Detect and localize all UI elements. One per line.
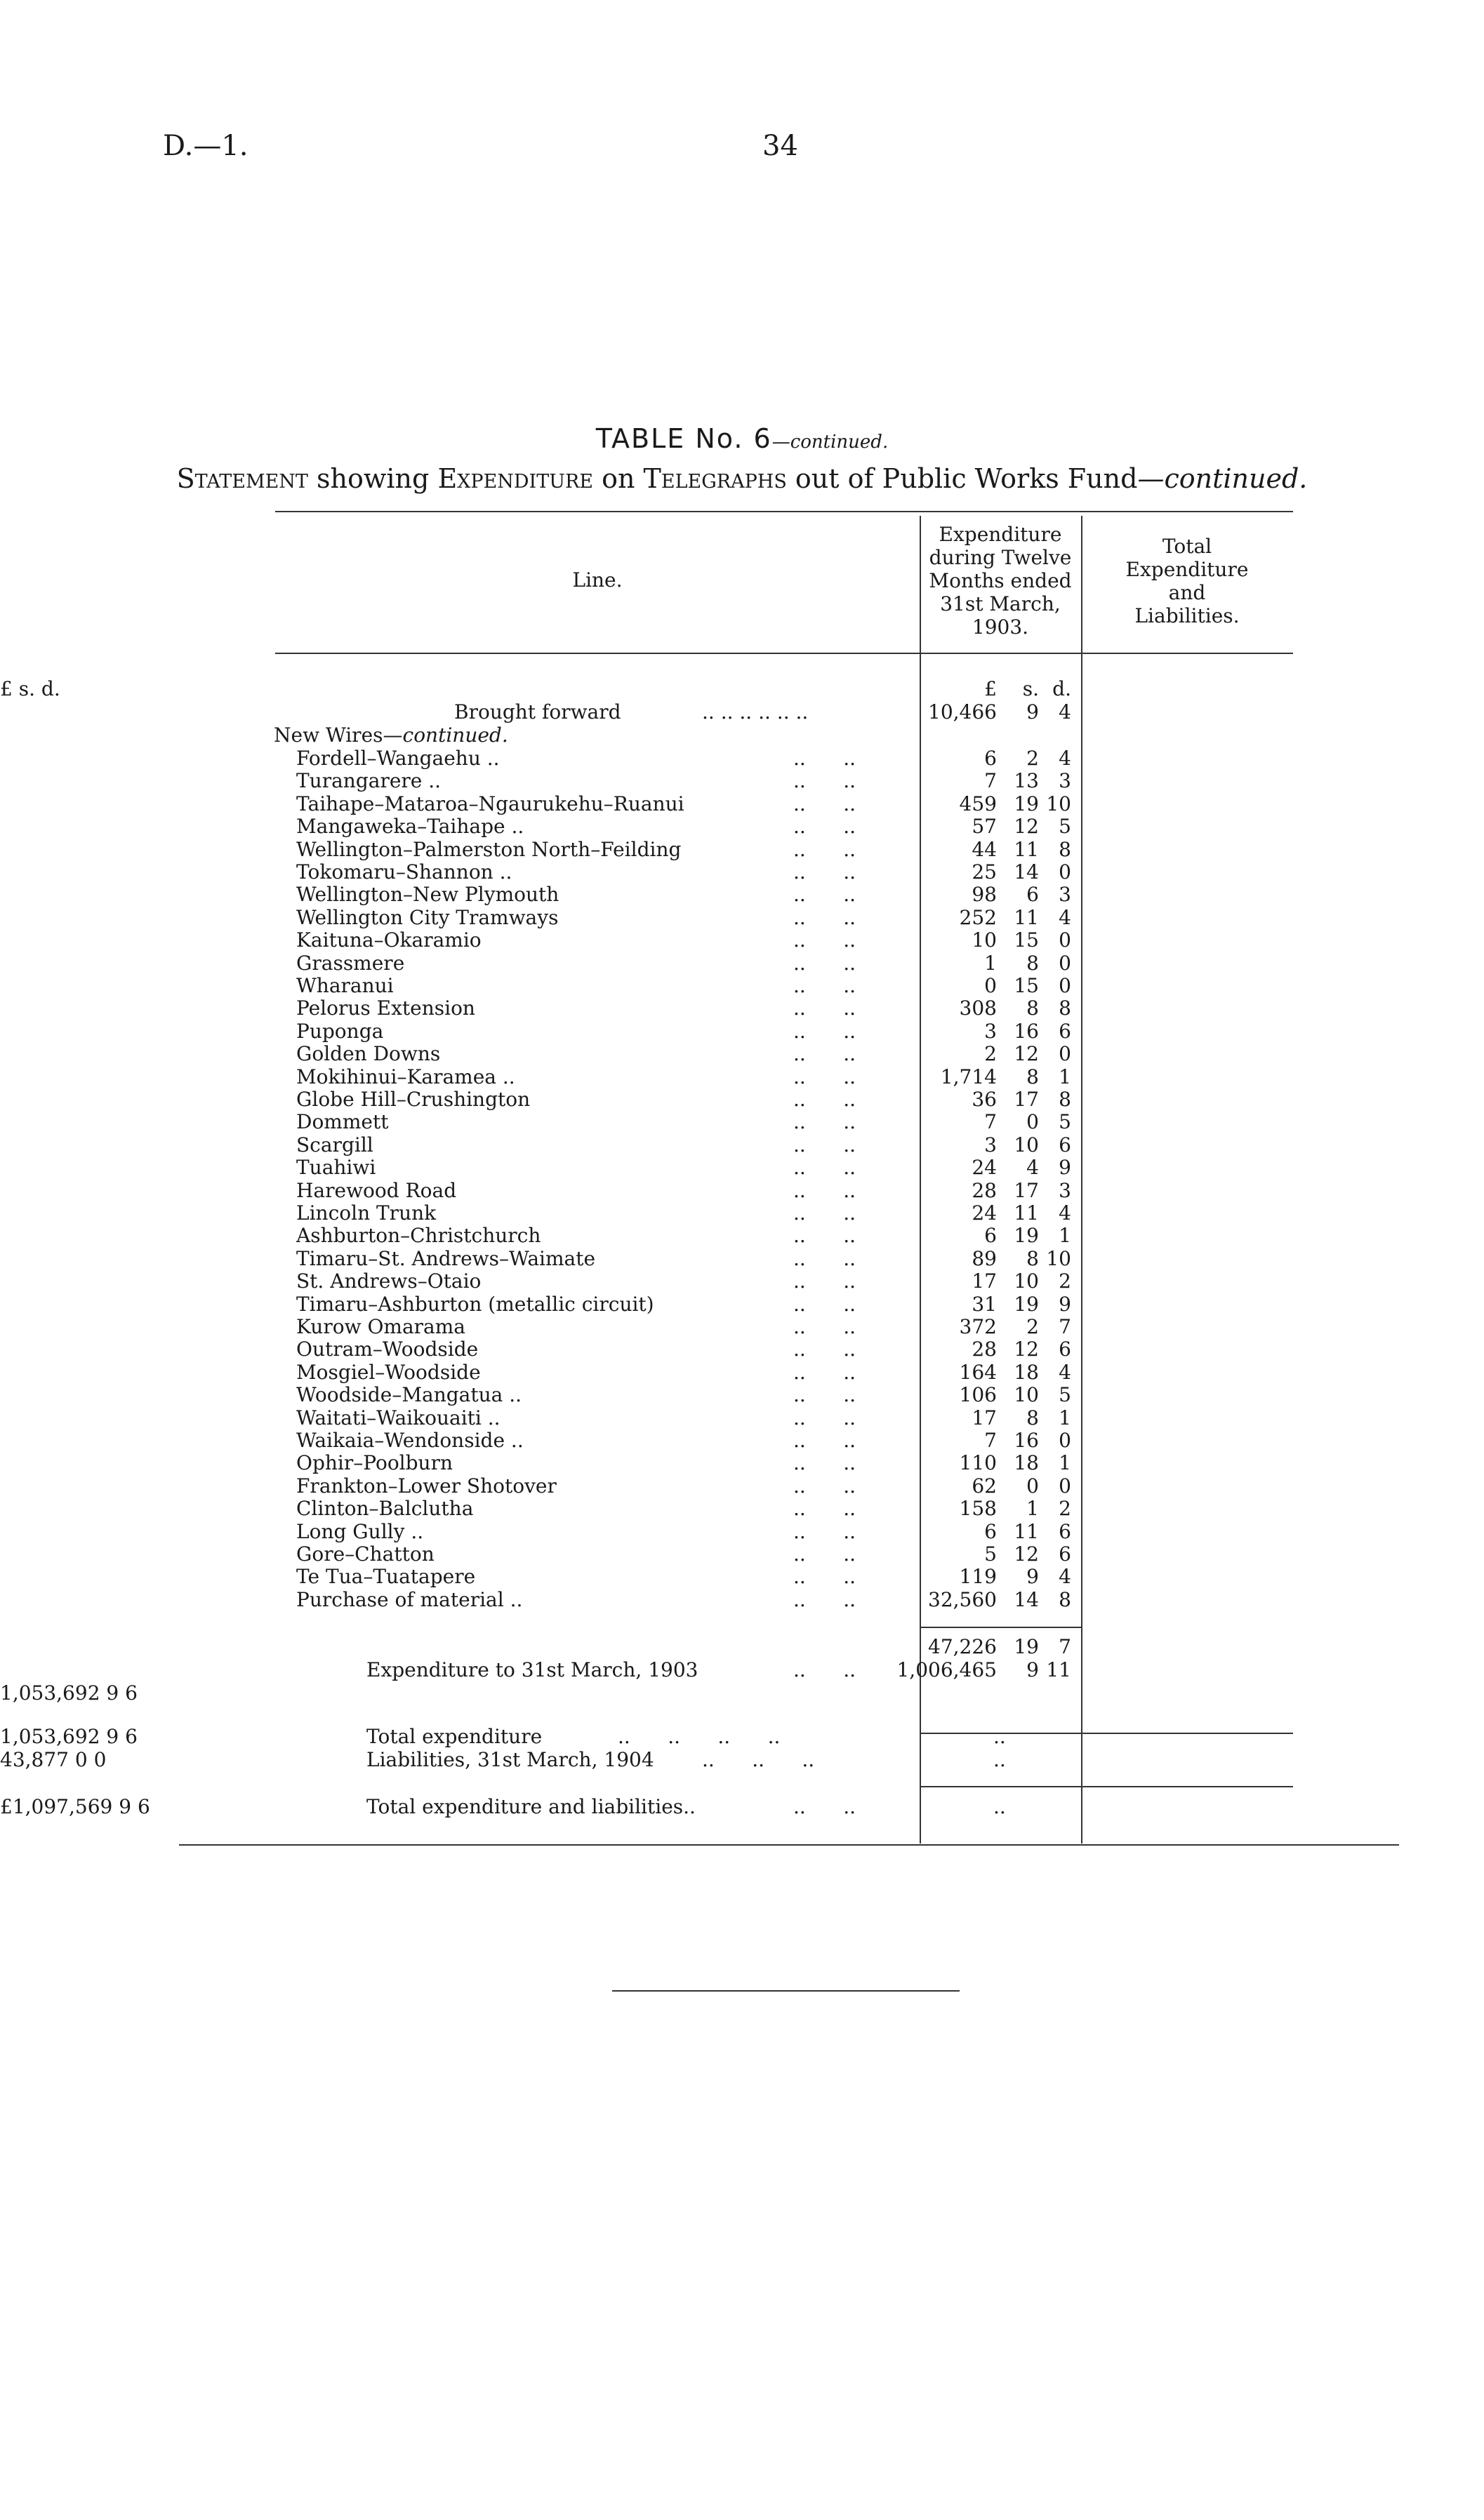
unit-shillings-total: s. (18, 677, 36, 700)
table-row (0, 906, 1484, 929)
dot-leader: .. .. (793, 1178, 856, 1202)
pence: 7 (1059, 1315, 1071, 1338)
pence: 1 (1059, 1224, 1071, 1248)
shillings: 8 (1026, 1065, 1039, 1088)
pounds: 98 (972, 883, 997, 907)
shillings: 17 (1014, 1088, 1039, 1111)
pence: 6 (1059, 1019, 1071, 1043)
dot-leader: .. .. (793, 1315, 856, 1338)
dot-leader: .. .. (793, 1133, 856, 1156)
pounds: 25 (972, 860, 997, 884)
row-label: Golden Downs (296, 1042, 441, 1066)
table-row (0, 1224, 1484, 1247)
shillings: 14 (1014, 1587, 1039, 1611)
dot-leader: .. .. .. .. (618, 1725, 781, 1748)
total-shillings: 0 (74, 1748, 88, 1771)
dot-leader: .. .. .. (702, 1748, 815, 1771)
dot-leader: .. .. (793, 883, 856, 907)
dot-leader: .. .. (793, 860, 856, 884)
shillings: 2 (1026, 1315, 1039, 1338)
shillings: 14 (1014, 860, 1039, 884)
dot-leader: .. .. (793, 1451, 856, 1475)
shillings: 9 (1026, 1565, 1039, 1589)
pence: 3 (1059, 1178, 1071, 1202)
empty-cell: .. (993, 1795, 1006, 1818)
dot-leader: .. .. (793, 1383, 856, 1407)
pence: 1 (1059, 1451, 1071, 1475)
pounds: 24 (972, 1201, 997, 1225)
table-row (0, 769, 1484, 792)
pence: 4 (1059, 700, 1071, 724)
row-label: Scargill (296, 1133, 373, 1156)
pounds: 10,466 (928, 700, 997, 724)
column-header-expenditure: Expenditure during Twelve Months ended 31st March, 1903. (929, 523, 1072, 639)
grand-total-row (0, 1795, 1484, 1818)
shillings: 12 (1014, 1338, 1039, 1361)
header-bottom-rule (275, 653, 1293, 654)
pounds: 6 (984, 747, 997, 770)
pence: 0 (1059, 860, 1071, 884)
table-row (0, 1020, 1484, 1043)
row-label: Woodside–Mangatua .. (296, 1383, 522, 1407)
table-row (0, 1497, 1484, 1520)
shillings: 18 (1014, 1451, 1039, 1475)
pence: 0 (1059, 1429, 1071, 1452)
dot-leader: .. .. (793, 769, 856, 793)
row-label: Fordell–Wangaehu .. (296, 747, 500, 770)
pence: 0 (1059, 1042, 1071, 1066)
shillings: 11 (1014, 1201, 1039, 1225)
row-label: Kurow Omarama (296, 1315, 465, 1338)
row-label: Brought forward (454, 700, 621, 724)
dot-leader: .. .. (793, 1065, 856, 1088)
shillings: 6 (1026, 883, 1039, 907)
table-row (0, 1588, 1484, 1611)
table-row (0, 1293, 1484, 1316)
row-label: Frankton–Lower Shotover (296, 1474, 557, 1498)
pence: 8 (1059, 837, 1071, 861)
row-label: Waikaia–Wendonside .. (296, 1429, 524, 1452)
pence: 10 (1046, 792, 1071, 815)
row-label: Ophir–Poolburn (296, 1451, 453, 1475)
table-row (0, 883, 1484, 906)
shillings: 11 (1014, 905, 1039, 929)
column-header-line: Line. (572, 568, 623, 592)
pence: 0 (1059, 974, 1071, 997)
shillings: 19 (1014, 792, 1039, 815)
table-row (0, 1338, 1484, 1361)
table-title: TABLE No. 6—continued. (595, 423, 889, 454)
total-pence: 6 (137, 1795, 150, 1818)
shillings: 19 (1014, 1292, 1039, 1316)
shillings: 2 (1026, 747, 1039, 770)
table-top-rule (275, 511, 1293, 512)
subtotal-row (0, 1635, 1484, 1658)
row-label: Wellington–New Plymouth (296, 883, 559, 907)
table-row (0, 1315, 1484, 1338)
pounds: 7 (984, 1429, 997, 1452)
pence: 0 (1059, 928, 1071, 952)
shillings: 16 (1014, 1019, 1039, 1043)
pounds: 28 (972, 1178, 997, 1202)
unit-pence-total: d. (41, 677, 60, 700)
row-label: Turangarere .. (296, 769, 442, 793)
dot-leader: .. .. (793, 1542, 856, 1566)
table-row (0, 1042, 1484, 1065)
expenditure-to-row (0, 1658, 1484, 1681)
unit-pence: d. (1052, 677, 1071, 700)
pence: 5 (1059, 815, 1071, 839)
unit-shillings: s. (1022, 677, 1039, 700)
pence: 2 (1059, 1269, 1071, 1293)
row-label: Timaru–Ashburton (metallic circuit) (296, 1292, 654, 1316)
row-label: Gore–Chatton (296, 1542, 435, 1566)
unit-pound: £ (984, 677, 997, 700)
total-pounds: 1,053,692 (0, 1725, 100, 1748)
row-label: Lincoln Trunk (296, 1201, 437, 1225)
end-rule (612, 1990, 960, 1992)
shillings: 11 (1014, 1519, 1039, 1543)
pounds: 31 (972, 1292, 997, 1316)
pounds: 24 (972, 1156, 997, 1180)
shillings: 12 (1014, 1542, 1039, 1566)
dot-leader: .. .. (793, 1338, 856, 1361)
row-label: Outram–Woodside (296, 1338, 479, 1361)
dot-leader: .. .. (793, 1795, 856, 1818)
total-pounds: £1,097,569 (0, 1795, 113, 1818)
column-header-total: Total Expenditure and Liabilities. (1125, 535, 1249, 627)
shillings: 18 (1014, 1360, 1039, 1384)
table-row (0, 815, 1484, 838)
shillings: 19 (1014, 1224, 1039, 1248)
table-row (0, 1110, 1484, 1133)
row-label: St. Andrews–Otaio (296, 1269, 482, 1293)
shillings: 10 (1014, 1269, 1039, 1293)
pence: 6 (1059, 1542, 1071, 1566)
pounds: 164 (959, 1360, 997, 1384)
total-pounds: 43,877 (0, 1748, 69, 1771)
table-row (0, 1269, 1484, 1293)
table-row (0, 1474, 1484, 1498)
pence: 6 (1059, 1133, 1071, 1156)
pounds: 6 (984, 1519, 997, 1543)
total-pence: 0 (93, 1748, 107, 1771)
table-row (0, 1156, 1484, 1179)
row-label: Total expenditure and liabilities.. (366, 1795, 696, 1818)
row-label: Harewood Road (296, 1178, 457, 1202)
table-row (0, 1247, 1484, 1270)
shillings: 11 (1014, 837, 1039, 861)
row-label: Clinton–Balclutha (296, 1497, 474, 1521)
table-row (0, 1542, 1484, 1566)
pounds: 32,560 (928, 1587, 997, 1611)
dot-leader: .. .. (793, 951, 856, 975)
total-expenditure-row (0, 1725, 1484, 1748)
table-row (0, 996, 1484, 1020)
pence: 1 (1059, 1065, 1071, 1088)
dot-leader: .. .. (793, 1497, 856, 1521)
dot-leader: .. .. (793, 1156, 856, 1180)
total-shillings: 9 (106, 1725, 119, 1748)
row-label: Pelorus Extension (296, 996, 475, 1020)
pounds: 252 (959, 905, 997, 929)
empty-cell: .. (993, 1725, 1006, 1748)
pence: 8 (1059, 996, 1071, 1020)
row-label: Grassmere (296, 951, 405, 975)
pounds: 0 (984, 974, 997, 997)
pence: 5 (1059, 1110, 1071, 1134)
row-label: Dommett (296, 1110, 389, 1134)
pence: 10 (1046, 1246, 1071, 1270)
row-label: Wellington–Palmerston North–Feilding (296, 837, 682, 861)
total-pounds: 1,053,692 (0, 1681, 100, 1705)
pounds: 47,226 (928, 1635, 997, 1658)
table-row (0, 747, 1484, 770)
pounds: 1,714 (940, 1065, 997, 1088)
pounds: 459 (959, 792, 997, 815)
dot-leader: .. .. (793, 1042, 856, 1066)
empty-cell: .. (993, 1748, 1006, 1771)
pence: 3 (1059, 769, 1071, 793)
total-pence: 6 (125, 1725, 138, 1748)
row-label: Waitati–Waikouaiti .. (296, 1406, 501, 1429)
shillings: 8 (1026, 1406, 1039, 1429)
pounds: 89 (972, 1246, 997, 1270)
shillings: 10 (1014, 1383, 1039, 1407)
pounds: 7 (984, 1110, 997, 1134)
row-label: Long Gully .. (296, 1519, 424, 1543)
page-number: 34 (762, 130, 798, 162)
table-row (0, 1383, 1484, 1406)
row-label: Purchase of material .. (296, 1587, 523, 1611)
pence: 8 (1059, 1587, 1071, 1611)
row-label: Te Tua–Tuatapere (296, 1565, 476, 1589)
dot-leader: .. .. (793, 747, 856, 770)
dot-leader: .. .. .. .. .. .. (702, 700, 809, 724)
table-row (0, 1088, 1484, 1111)
pence: 8 (1059, 1088, 1071, 1111)
dot-leader: .. .. (793, 1224, 856, 1248)
expenditure-total-row (0, 1681, 1484, 1705)
pounds: 5 (984, 1542, 997, 1566)
brought-forward-row (0, 700, 1484, 724)
table-row (0, 1520, 1484, 1543)
dot-leader: .. .. (793, 1658, 856, 1681)
row-label: Globe Hill–Crushington (296, 1088, 531, 1111)
shillings: 0 (1026, 1110, 1039, 1134)
pence: 5 (1059, 1383, 1071, 1407)
shillings: 12 (1014, 815, 1039, 839)
pounds: 3 (984, 1133, 997, 1156)
table-row (0, 1429, 1484, 1452)
dot-leader: .. .. (793, 1565, 856, 1589)
dot-leader: .. .. (793, 837, 856, 861)
section-new-wires: New Wires—continued. (274, 724, 508, 747)
pounds: 62 (972, 1474, 997, 1498)
row-label: Mosgiel–Woodside (296, 1360, 481, 1384)
table-subtitle: Statement showing Expenditure on Telegraphs out of Public Works Fund—continued. (176, 463, 1308, 494)
liabilities-row (0, 1748, 1484, 1771)
pence: 3 (1059, 883, 1071, 907)
shillings: 8 (1026, 951, 1039, 975)
pence: 4 (1059, 905, 1071, 929)
shillings: 13 (1014, 769, 1039, 793)
dot-leader: .. .. (793, 1474, 856, 1498)
pence: 0 (1059, 1474, 1071, 1498)
table-row (0, 1065, 1484, 1088)
row-label: Mokihinui–Karamea .. (296, 1065, 515, 1088)
pence: 4 (1059, 1565, 1071, 1589)
pence: 6 (1059, 1519, 1071, 1543)
row-label: Tuahiwi (296, 1156, 376, 1180)
pounds: 158 (959, 1497, 997, 1521)
document-reference: D.—1. (163, 130, 249, 162)
shillings: 15 (1014, 974, 1039, 997)
row-label: Tokomaru–Shannon .. (296, 860, 512, 884)
pence: 1 (1059, 1406, 1071, 1429)
pounds: 6 (984, 1224, 997, 1248)
dot-leader: .. .. (793, 1088, 856, 1111)
table-row (0, 838, 1484, 861)
pounds: 1 (984, 951, 997, 975)
table-row (0, 1361, 1484, 1384)
liabilities-rule (920, 1786, 1293, 1787)
table-row (0, 1179, 1484, 1202)
table-row (0, 952, 1484, 975)
table-row (0, 792, 1484, 815)
row-label: Puponga (296, 1019, 384, 1043)
pounds: 372 (959, 1315, 997, 1338)
table-row (0, 928, 1484, 952)
shillings: 8 (1026, 1246, 1039, 1270)
shillings: 12 (1014, 1042, 1039, 1066)
dot-leader: .. .. (793, 1292, 856, 1316)
shillings: 19 (1014, 1635, 1039, 1658)
total-pence: 6 (125, 1681, 138, 1705)
shillings: 10 (1014, 1133, 1039, 1156)
pounds: 3 (984, 1019, 997, 1043)
dot-leader: .. .. (793, 1110, 856, 1134)
unit-pound-total: £ (0, 677, 13, 700)
shillings: 4 (1026, 1156, 1039, 1180)
row-label: Wharanui (296, 974, 394, 997)
row-label: Liabilities, 31st March, 1904 (366, 1748, 654, 1771)
dot-leader: .. .. (793, 1019, 856, 1043)
pounds: 106 (959, 1383, 997, 1407)
pence: 9 (1059, 1292, 1071, 1316)
pounds: 2 (984, 1042, 997, 1066)
row-label: Mangaweka–Taihape .. (296, 815, 524, 839)
total-shillings: 9 (106, 1681, 119, 1705)
dot-leader: .. .. (793, 1406, 856, 1429)
row-label: Taihape–Mataroa–Ngaurukehu–Ruanui (296, 792, 684, 815)
shillings: 16 (1014, 1429, 1039, 1452)
table-row (0, 1201, 1484, 1225)
table-row (0, 974, 1484, 997)
pounds: 110 (959, 1451, 997, 1475)
pounds: 36 (972, 1088, 997, 1111)
dot-leader: .. .. (793, 1587, 856, 1611)
pounds: 17 (972, 1269, 997, 1293)
pounds: 10 (972, 928, 997, 952)
table-bottom-rule (179, 1844, 1399, 1846)
table-row (0, 860, 1484, 884)
pounds: 308 (959, 996, 997, 1020)
pounds: 1,006,465 (896, 1658, 997, 1681)
pounds: 57 (972, 815, 997, 839)
pounds: 7 (984, 769, 997, 793)
pounds: 119 (959, 1565, 997, 1589)
pence: 7 (1059, 1635, 1071, 1658)
pounds: 44 (972, 837, 997, 861)
pence: 4 (1059, 1201, 1071, 1225)
dot-leader: .. .. (793, 1246, 856, 1270)
dot-leader: .. .. (793, 1429, 856, 1452)
dot-leader: .. .. (793, 1201, 856, 1225)
dot-leader: .. .. (793, 928, 856, 952)
table-row (0, 1451, 1484, 1474)
shillings: 8 (1026, 996, 1039, 1020)
dot-leader: .. .. (793, 815, 856, 839)
pence: 9 (1059, 1156, 1071, 1180)
dot-leader: .. .. (793, 792, 856, 815)
dot-leader: .. .. (793, 905, 856, 929)
dot-leader: .. .. (793, 1269, 856, 1293)
pounds: 17 (972, 1406, 997, 1429)
row-label: Expenditure to 31st March, 1903 (366, 1658, 698, 1681)
shillings: 15 (1014, 928, 1039, 952)
dot-leader: .. .. (793, 1519, 856, 1543)
dot-leader: .. .. (793, 996, 856, 1020)
row-label: Ashburton–Christchurch (296, 1224, 541, 1248)
table-row (0, 1565, 1484, 1588)
row-label: Kaituna–Okaramio (296, 928, 482, 952)
total-shillings: 9 (119, 1795, 132, 1818)
pence: 0 (1059, 951, 1071, 975)
units-row (0, 677, 1484, 700)
table-row (0, 1406, 1484, 1429)
row-label: Total expenditure (366, 1725, 543, 1748)
row-label: Timaru–St. Andrews–Waimate (296, 1246, 596, 1270)
pence: 2 (1059, 1497, 1071, 1521)
dot-leader: .. .. (793, 974, 856, 997)
table-row (0, 1133, 1484, 1156)
row-label: Wellington City Tramways (296, 905, 559, 929)
shillings: 1 (1026, 1497, 1039, 1521)
pounds: 28 (972, 1338, 997, 1361)
shillings: 9 (1026, 1658, 1039, 1681)
pence: 4 (1059, 747, 1071, 770)
pence: 4 (1059, 1360, 1071, 1384)
shillings: 17 (1014, 1178, 1039, 1202)
title-continued: —continued. (771, 432, 889, 453)
dot-leader: .. .. (793, 1360, 856, 1384)
pence: 11 (1046, 1658, 1071, 1681)
subtotal-rule (920, 1627, 1081, 1628)
shillings: 0 (1026, 1474, 1039, 1498)
pence: 6 (1059, 1338, 1071, 1361)
shillings: 9 (1026, 700, 1039, 724)
